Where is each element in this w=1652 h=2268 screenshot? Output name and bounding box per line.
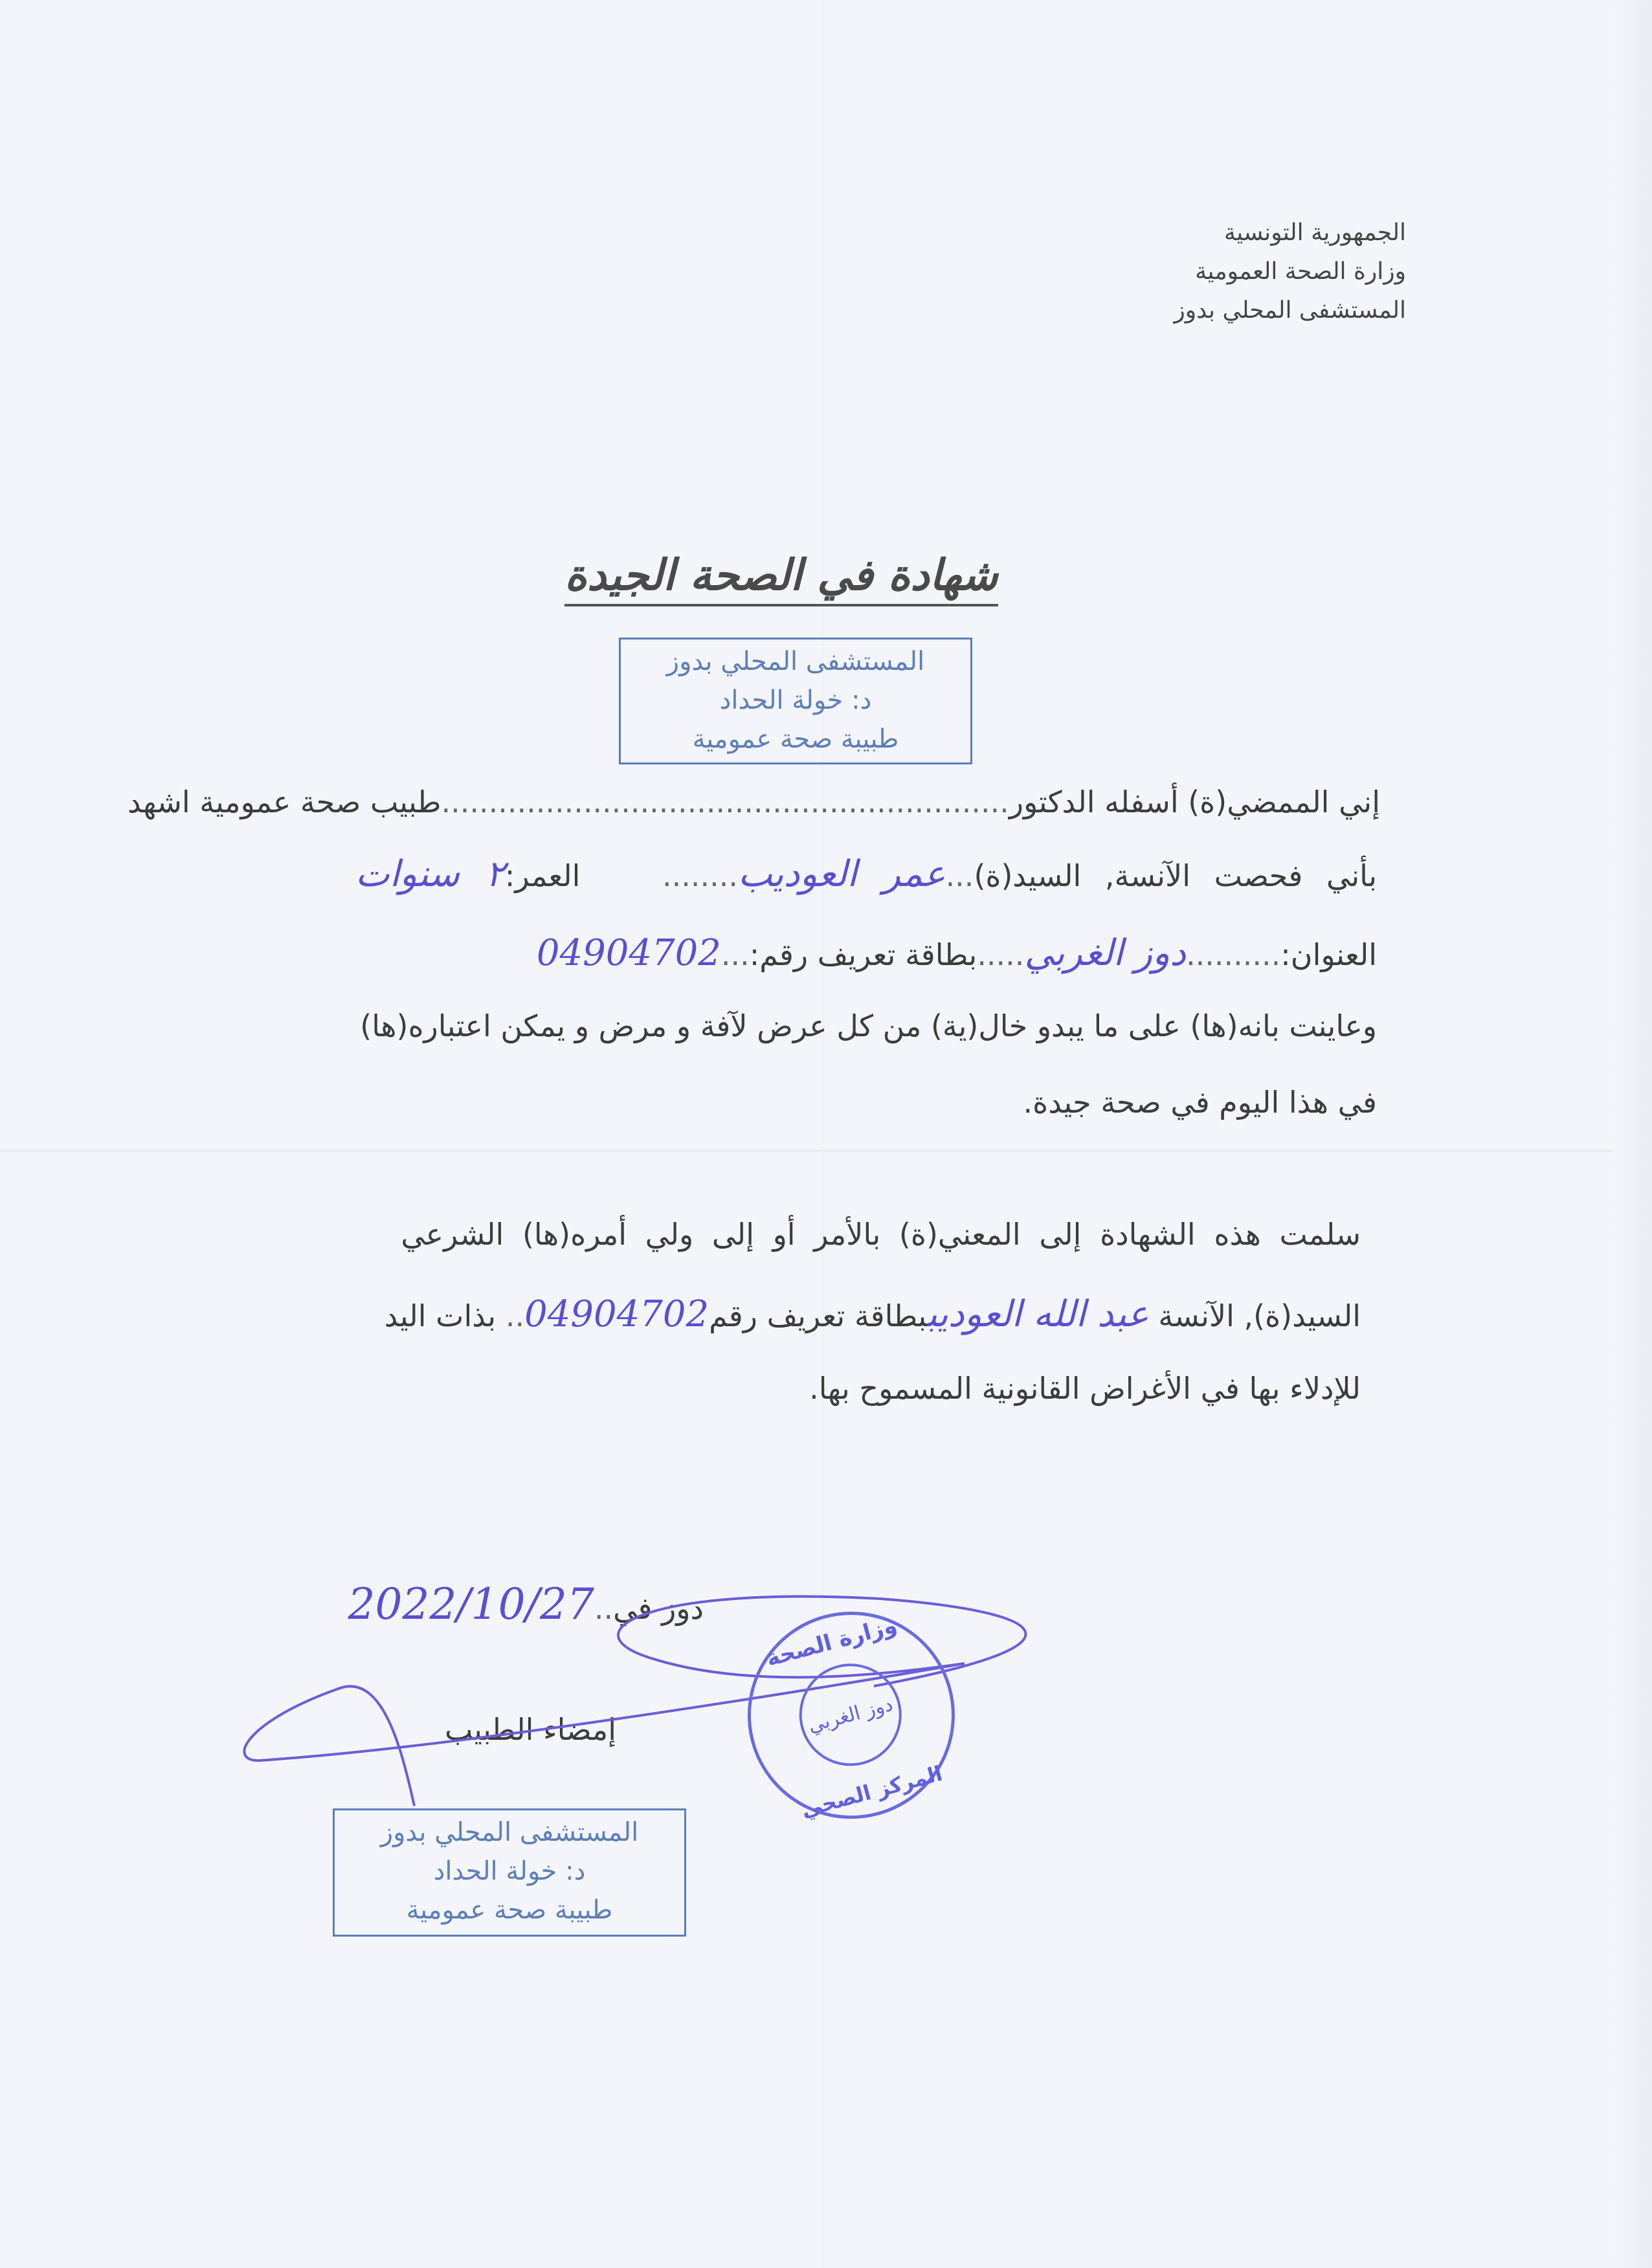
date-handwritten: 2022/10/27	[348, 1579, 594, 1629]
address-handwritten: دوز الغربي	[1024, 932, 1187, 974]
dotted-blank: ...	[720, 937, 750, 972]
letterhead-hospital: المستشفى المحلي بدوز	[1174, 297, 1406, 324]
address-label: العنوان:	[1280, 937, 1377, 972]
stamp-doctor-title: طبيبة صحة عمومية	[406, 1895, 613, 1925]
stamp-hospital: المستشفى المحلي بدوز	[666, 647, 925, 676]
stamp-doctor-name: د: خولة الحداد	[719, 685, 872, 715]
id-label: بطاقة تعريف رقم:	[749, 937, 977, 972]
date-label: دوز في	[613, 1591, 704, 1626]
id-handwritten: 04904702	[536, 932, 721, 974]
dotted-blank: .....	[977, 937, 1025, 972]
body-text: بأني فحصت الآنسة, السيد(ة)	[974, 858, 1377, 893]
body-text: إني الممضي(ة) أسفله الدكتور	[1009, 784, 1380, 819]
stamp-doctor-title: طبيبة صحة عمومية	[692, 724, 899, 754]
age-label: العمر:	[504, 858, 581, 893]
guardian-id-handwritten: 04904702	[524, 1293, 709, 1335]
dotted-blank: ...	[945, 858, 974, 893]
stamp-hospital: المستشفى المحلي بدوز	[380, 1818, 639, 1847]
signature-label: إمضاء الطبيب	[444, 1712, 616, 1747]
stamp-doctor-name: د: خولة الحداد	[433, 1856, 586, 1886]
guardian-name-handwritten: عبد الله العوديب	[927, 1293, 1149, 1335]
dotted-blank: ..........	[1186, 937, 1281, 972]
id-label: بطاقة تعريف رقم	[709, 1298, 928, 1333]
body-text: بذات اليد	[384, 1298, 497, 1333]
delivery-line-1: سلمت هذه الشهادة إلى المعني(ة) بالأمر أو إلى ولي أمره(ها) الشرعي	[401, 1217, 1361, 1252]
letterhead-country: الجمهورية التونسية	[1223, 219, 1406, 246]
dotted-blank: ..	[496, 1298, 525, 1333]
patient-name-handwritten: عمر العوديب	[737, 853, 946, 895]
letterhead-ministry: وزارة الصحة العمومية	[1195, 258, 1406, 285]
stamp-outer-text: وزارة الصحة	[763, 1612, 900, 1673]
body-text: السيد(ة), الآنسة	[1158, 1298, 1361, 1333]
stamp-bottom-text: المركز الصحي	[798, 1761, 945, 1823]
dotted-blank: ..	[594, 1591, 614, 1626]
doctor-stamp-bottom	[333, 1808, 686, 1937]
document-title: شهادة في الصحة الجيدة	[0, 550, 1563, 600]
body-line-5: في هذا اليوم في صحة جيدة.	[1023, 1085, 1377, 1120]
stamp-inner-circle	[788, 1652, 913, 1778]
dotted-blank: ........	[662, 858, 738, 893]
body-line-4: وعاينت بانه(ها) على ما يبدو خال(ية) من كل عرض لآفة و مرض و يمكن اعتباره(ها)	[360, 1008, 1377, 1043]
dotted-blank: ............................................................	[441, 784, 1009, 819]
delivery-line-3: للإدلاء بها في الأغراض القانونية المسموح بها.	[809, 1371, 1361, 1406]
age-handwritten: ٢ سنوات	[355, 853, 505, 895]
stamp-inner-text: دوز الغربي	[805, 1693, 895, 1737]
body-text: طبيب صحة عمومية اشهد	[128, 784, 441, 819]
